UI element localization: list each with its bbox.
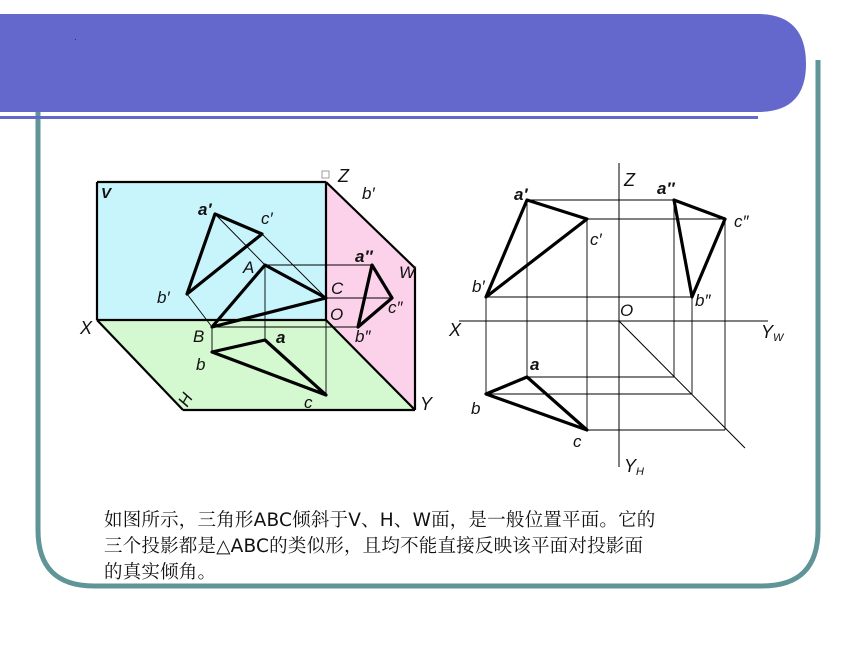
label-a-prime: a′ [514,185,528,204]
label-o: O [620,301,634,320]
label-b: b [471,399,481,418]
label-yw: YW [761,322,784,344]
label-b-dprime: b″ [695,291,711,310]
label-a: a [530,355,540,374]
diagonal-45 [619,321,745,448]
figure-3d [79,166,434,414]
label-x: X [449,320,462,340]
top-view-triangle [486,377,587,430]
label-A: A [243,258,255,277]
label-x: X [80,318,93,338]
z-marker [322,171,329,178]
label-v-plane: V [101,185,112,202]
label-b-prime: b′ [157,288,170,307]
label-b-prime-top: b′ [362,184,375,203]
label-c-dprime: c″ [734,212,749,231]
label-a-dprime: a″ [657,179,675,198]
label-yh: YH [624,456,644,478]
label-b-prime: b′ [472,277,485,296]
label-h-plane: H [174,389,197,410]
label-c: c [304,393,313,412]
label-z: Z [624,170,635,190]
side-view-triangle [674,200,725,297]
label-B: B [193,327,205,346]
figure-three-view [448,163,785,478]
label-o: O [330,305,344,324]
caption-line-3: 的真实倾角。 [104,562,217,583]
caption [104,508,764,586]
label-c-dprime: c″ [388,298,403,317]
label-a: a [276,328,286,347]
label-w-plane: W [399,263,416,282]
label-c-prime: c′ [590,230,602,249]
label-a-prime: a′ [198,200,212,219]
label-y: Y [420,394,433,414]
label-b: b [196,355,206,374]
label-b-dprime: b″ [355,327,371,346]
label-c-prime: c′ [261,209,273,228]
header-dot: . [74,33,77,43]
front-view-triangle [486,200,587,297]
label-a-dprime: a″ [355,247,373,266]
label-C: C [331,279,344,298]
caption-line-1: 如图所示，三角形ABC倾斜于V、H、W面，是一般位置平面。它的 [104,510,656,531]
label-c: c [573,432,582,451]
caption-line-2: 三个投影都是△ABC的类似形，且均不能直接反映该平面对投影面 [104,536,644,557]
label-z: Z [338,166,349,186]
